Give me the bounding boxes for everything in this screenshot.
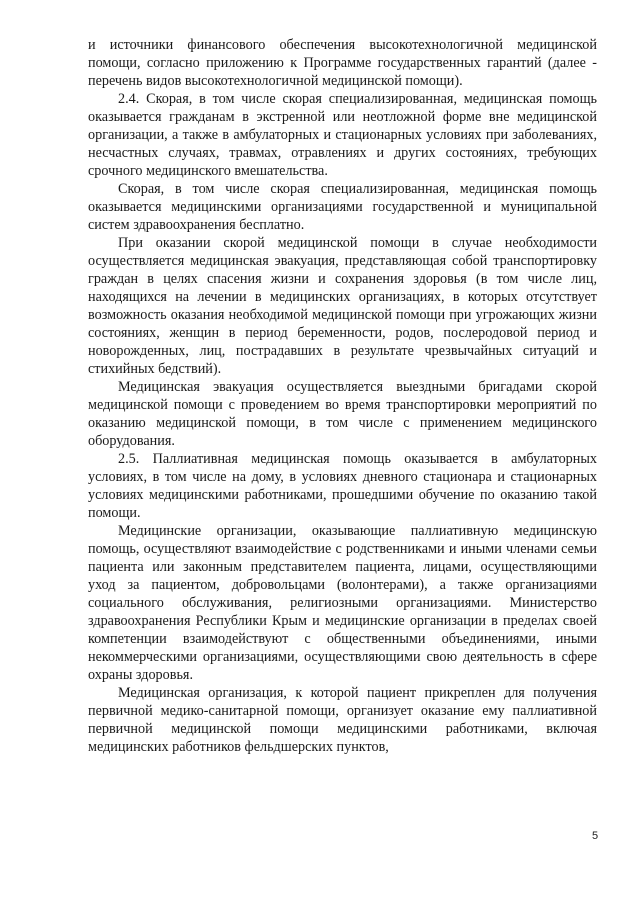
paragraph-2-5-palliative-care: 2.5. Паллиативная медицинская помощь оказывается в амбулаторных условиях, в том числе на дому, в условиях дневного стационара и стационарных условиях медицинскими работниками, прошедшими обучение по оказанию такой помощи. xyxy=(88,451,597,521)
document-body xyxy=(88,36,597,756)
paragraph-2-4-emergency-care: 2.4. Скорая, в том числе скорая специализированная, медицинская помощь оказывается гражданам в экстренной или неотложной форме вне медицинской организации, а также в амбулаторных и стационарных условиях при заболеваниях, несчастных случаях, травмах, отравлениях и других состояниях, требующих срочного медицинского вмешательства. xyxy=(88,91,597,179)
page-number: 5 xyxy=(592,830,599,842)
paragraph-emergency-free: Скорая, в том числе скорая специализированная, медицинская помощь оказывается медицинскими организациями государственной и муниципальной систем здравоохранения бесплатно. xyxy=(88,181,597,233)
paragraph-evacuation-teams: Медицинская эвакуация осуществляется выездными бригадами скорой медицинской помощи с проведением во время транспортировки мероприятий по оказанию медицинской помощи, в том числе с применением медицинского оборудования. xyxy=(88,379,597,449)
paragraph-primary-palliative: Медицинская организация, к которой пациент прикреплен для получения первичной медико-санитарной помощи, организует оказание ему паллиативной первичной медицинской помощи медицинскими работниками, включая медицинских работников фельдшерских пунктов, xyxy=(88,685,597,755)
paragraph-hightech-list-continuation: и источники финансового обеспечения высокотехнологичной медицинской помощи, согласно приложению к Программе государственных гарантий (далее - перечень видов высокотехнологичной медицинской помощи). xyxy=(88,37,597,89)
paragraph-medical-evacuation: При оказании скорой медицинской помощи в случае необходимости осуществляется медицинская эвакуация, представляющая собой транспортировку граждан в целях спасения жизни и сохранения здоровья (в том числе лиц, находящихся на лечении в медицинских организациях, в которых отсутствует возможность оказания необходимой медицинской помощи при угрожающих жизни состояниях, женщин в период беременности, родов, послеродовой период и новорожденных, лиц, пострадавших в результате чрезвычайных ситуаций и стихийных бедствий). xyxy=(88,235,597,377)
paragraph-palliative-organizations: Медицинские организации, оказывающие паллиативную медицинскую помощь, осуществляют взаимодействие с родственниками и иными членами семьи пациента или законным представителем пациента, лицами, осуществляющими уход за пациентом, добровольцами (волонтерами), а также организациями социального обслуживания, религиозными организациями. Министерство здравоохранения Республики Крым и медицинские организации в пределах своей компетенции взаимодействуют с общественными объединениями, иными некоммерческими организациями, осуществляющими свою деятельность в сфере охраны здоровья. xyxy=(88,523,597,683)
